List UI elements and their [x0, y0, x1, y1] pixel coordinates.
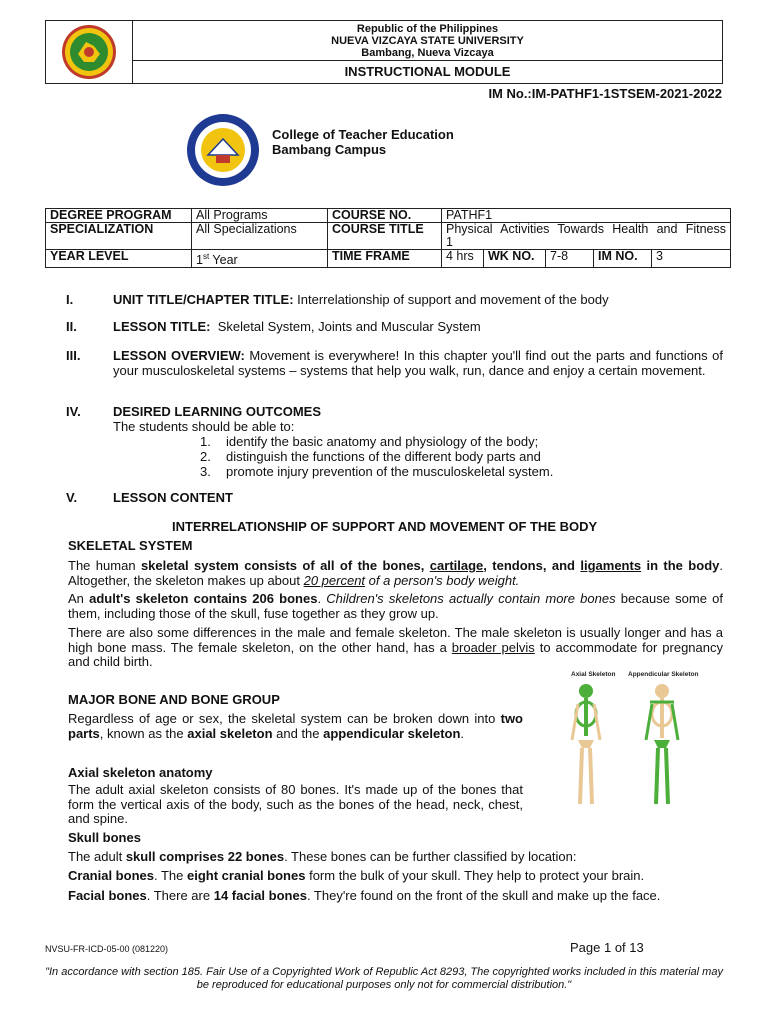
course-info-table	[45, 208, 731, 268]
wk-no-value: 7-8	[546, 250, 594, 268]
college-campus: Bambang Campus	[272, 142, 387, 157]
outcomes-intro: The students should be able to:	[113, 418, 295, 434]
paragraph-adult-skeleton: An adult's skeleton contains 206 bones. Children's skeletons actually contain more bones because some of them, including those of the skull, fuse together as they grow up.	[68, 591, 723, 621]
course-title-value: Physical Activities Towards Health and Fitness 1	[442, 223, 731, 250]
outcomes-list	[200, 434, 553, 479]
axial-skeleton-caption: Axial Skeleton	[571, 671, 616, 678]
nvsu-seal-icon	[58, 24, 120, 80]
axial-anatomy-heading: Axial skeleton anatomy	[68, 765, 213, 780]
im-number: IM No.:IM-PATHF1-1STSEM-2021-2022	[488, 86, 722, 101]
fair-use-notice: "In accordance with section 185. Fair Use of a Copyrighted Work of Republic Act 8293, The copyrighted works included in this material may be reproduced for educational purposes only not for commercial distribution."	[45, 966, 723, 991]
table-row	[46, 250, 731, 268]
im-no-label: IM NO.	[594, 250, 652, 268]
module-title: INSTRUCTIONAL MODULE	[344, 64, 511, 79]
college-name: College of Teacher Education	[272, 127, 454, 142]
wk-no-label: WK NO.	[484, 250, 546, 268]
course-no-value: PATHF1	[442, 209, 731, 223]
section-lesson-content: V. LESSON CONTENT	[66, 490, 233, 505]
university-name: NUEVA VIZCAYA STATE UNIVERSITY	[331, 35, 524, 47]
republic-line: Republic of the Philippines	[356, 23, 499, 35]
year-level-label: YEAR LEVEL	[46, 250, 192, 268]
degree-program-label: DEGREE PROGRAM	[46, 209, 192, 223]
specialization-value: All Specializations	[192, 223, 328, 250]
list-item: 2. distinguish the functions of the different body parts and	[200, 449, 541, 464]
form-code: NVSU-FR-ICD-05-00 (081220)	[45, 944, 169, 954]
paragraph-cranial: Cranial bones. The eight cranial bones form the bulk of your skull. They help to protect your brain.	[68, 868, 645, 883]
paragraph-male-female: There are also some differences in the male and female skeleton. The male skeleton is usually longer and has a high bone mass. The female skeleton, on the other hand, has a broader pelvis to accommodate for pregnancy and child birth.	[68, 625, 724, 669]
year-level-value: 1st Year	[192, 250, 328, 268]
logo-cell	[46, 21, 133, 83]
skeleton-figure	[540, 668, 712, 818]
time-frame-label: TIME FRAME	[328, 250, 442, 268]
specialization-label: SPECIALIZATION	[46, 223, 192, 250]
skeletal-system-heading: SKELETAL SYSTEM	[68, 538, 193, 553]
page-number: Page 1 of 13	[570, 940, 644, 955]
axial-skeleton-icon	[572, 684, 600, 804]
table-row	[46, 223, 731, 250]
section-unit-title: I. UNIT TITLE/CHAPTER TITLE: Interrelationship of support and movement of the body	[66, 292, 609, 307]
letterhead	[45, 20, 723, 84]
section-lesson-overview: III. LESSON OVERVIEW: Movement is everywhere! In this chapter you'll find out the parts and functions of your musculoskeletal systems – systems that help you walk, run, dance and enjoy a certain movement.	[66, 348, 724, 378]
appendicular-skeleton-caption: Appendicular Skeleton	[628, 671, 699, 678]
paragraph-facial: Facial bones. There are 14 facial bones. They're found on the front of the skull and make up the face.	[68, 888, 661, 903]
major-bone-heading: MAJOR BONE AND BONE GROUP	[68, 692, 280, 707]
course-title-label: COURSE TITLE	[328, 223, 442, 250]
paragraph-axial: The adult axial skeleton consists of 80 bones. It's made up of the bones that form the vertical axis of the body, such as the bones of the head, neck, chest, and spine.	[68, 782, 523, 826]
cte-seal-icon	[186, 113, 260, 187]
degree-program-value: All Programs	[192, 209, 328, 223]
list-item: 1. identify the basic anatomy and physiology of the body;	[200, 434, 539, 449]
table-row	[46, 209, 731, 223]
section-learning-outcomes: IV. DESIRED LEARNING OUTCOMES The students should be able to:	[66, 405, 723, 434]
appendicular-skeleton-icon	[646, 684, 678, 804]
section-lesson-title: II. LESSON TITLE: Skeletal System, Joints and Muscular System	[66, 319, 481, 334]
paragraph-skull: The adult skull comprises 22 bones. These bones can be further classified by location:	[68, 849, 577, 864]
content-main-heading: INTERRELATIONSHIP OF SUPPORT AND MOVEMENT OF THE BODY	[172, 519, 598, 534]
list-item: 3. promote injury prevention of the musculoskeletal system.	[200, 464, 554, 479]
college-block	[272, 127, 454, 157]
course-no-label: COURSE NO.	[328, 209, 442, 223]
paragraph-skeletal-intro: The human skeletal system consists of all of the bones, cartilage, tendons, and ligaments in the body. Altogether, the skeleton makes up about 20 percent of a person's body weight.	[68, 558, 723, 588]
skull-bones-heading: Skull bones	[68, 830, 141, 845]
university-block	[133, 21, 722, 61]
im-no-value: 3	[652, 250, 731, 268]
campus-line: Bambang, Nueva Vizcaya	[361, 47, 494, 59]
time-frame-value: 4 hrs	[442, 250, 484, 268]
paragraph-two-parts: Regardless of age or sex, the skeletal system can be broken down into two parts, known as the axial skeleton and the appendicular skeleton.	[68, 711, 523, 741]
